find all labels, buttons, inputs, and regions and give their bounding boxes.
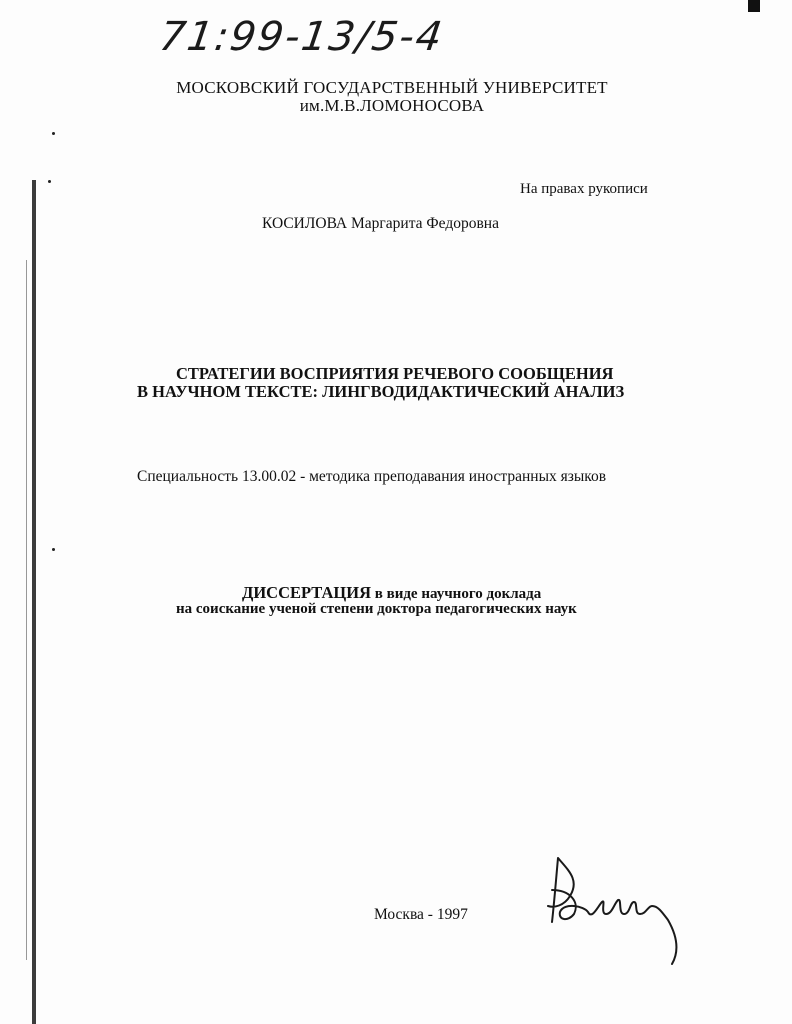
university-subtitle: им.М.В.ЛОМОНОСОВА bbox=[299, 96, 485, 115]
dissertation-type-rest: в виде научного доклада bbox=[371, 586, 542, 602]
manuscript-rights-note: На правах рукописи bbox=[520, 181, 648, 197]
handwritten-archive-number: 71:99-13/5-4 bbox=[156, 14, 447, 60]
handwritten-signature bbox=[540, 850, 690, 970]
author-name: КОСИЛОВА Маргарита Федоровна bbox=[262, 215, 499, 232]
scan-speck bbox=[52, 548, 55, 551]
scan-binding-line bbox=[26, 260, 27, 960]
scan-binding-edge bbox=[32, 180, 36, 1024]
dissertation-degree-line: на соискание ученой степени доктора педагогических наук bbox=[176, 601, 577, 617]
scan-corner-mark bbox=[748, 0, 760, 12]
speciality-line: Специальность 13.00.02 - методика преподавания иностранных языков bbox=[137, 468, 607, 485]
scan-speck bbox=[52, 132, 55, 135]
dissertation-label: ДИССЕРТАЦИЯ bbox=[242, 583, 371, 602]
dissertation-type-line-1 bbox=[242, 583, 541, 603]
university-name: МОСКОВСКИЙ ГОСУДАРСТВЕННЫЙ УНИВЕРСИТЕТ bbox=[176, 78, 608, 97]
scan-speck bbox=[48, 180, 51, 183]
dissertation-title-line-2: В НАУЧНОМ ТЕКСТЕ: ЛИНГВОДИДАКТИЧЕСКИЙ АНАЛИЗ bbox=[137, 382, 625, 401]
place-and-year: Москва - 1997 bbox=[374, 906, 468, 923]
dissertation-title-line-1: СТРАТЕГИИ ВОСПРИЯТИЯ РЕЧЕВОГО СООБЩЕНИЯ bbox=[176, 364, 614, 383]
